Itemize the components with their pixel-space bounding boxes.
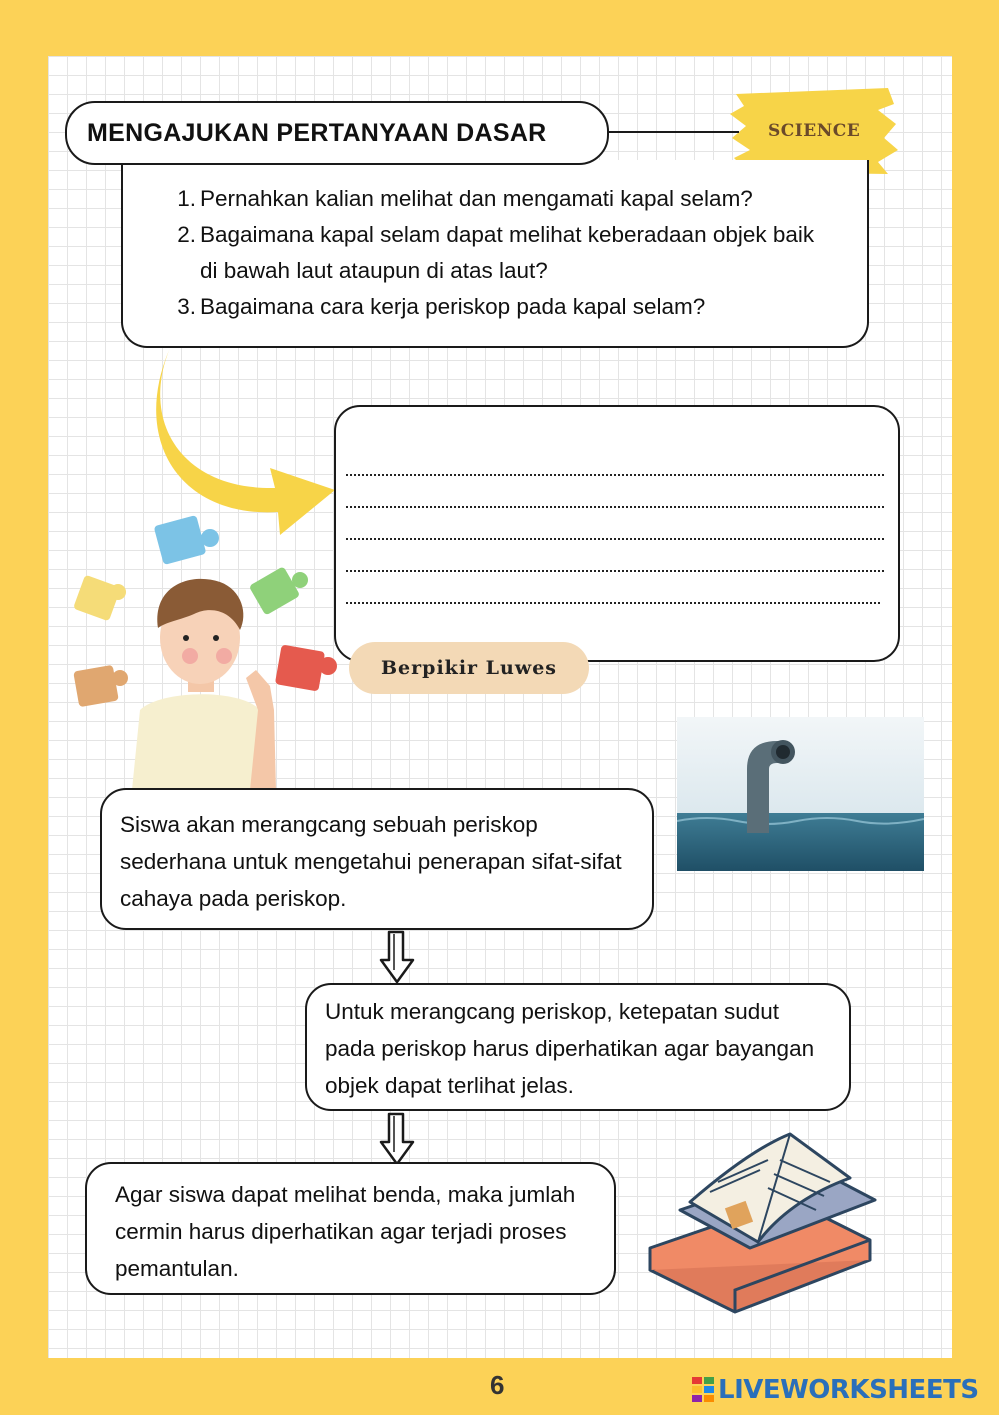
step-box-3 — [85, 1162, 616, 1295]
step-text: Untuk merangcang periskop, ketepatan sudut pada periskop harus diperhatikan agar bayangan objek dapat terlihat jelas. — [325, 999, 815, 1098]
question-item — [170, 289, 860, 325]
puzzle-piece-icon — [249, 566, 308, 615]
puzzle-piece-icon — [275, 644, 337, 691]
question-number: 3. — [177, 294, 196, 319]
brand-logo — [692, 1375, 979, 1405]
answer-line[interactable] — [346, 602, 880, 604]
thinking-tag: Berpikir Luwes — [349, 642, 589, 694]
question-text: Bagaimana cara kerja periskop pada kapal selam? — [200, 294, 706, 319]
title-connector-line — [609, 131, 739, 133]
question-item — [170, 181, 860, 217]
question-number: 2. — [177, 222, 196, 247]
answer-line[interactable] — [346, 506, 884, 508]
page-title — [65, 101, 609, 165]
question-item — [170, 217, 860, 289]
down-arrow-icon — [377, 930, 417, 984]
down-arrow-icon — [377, 1112, 417, 1166]
brand-blocks-icon — [692, 1377, 714, 1403]
step-text: Siswa akan merangcang sebuah periskop sederhana untuk mengetahui penerapan sifat-sifat cahaya pada periskop. — [120, 812, 622, 911]
puzzle-piece-icon — [73, 665, 128, 707]
step-text: Agar siswa dapat melihat benda, maka jumlah cermin harus diperhatikan agar terjadi proses pemantulan. — [115, 1182, 576, 1281]
books-illustration — [640, 1130, 880, 1315]
brand-text: LIVEWORKSHEETS — [718, 1375, 979, 1405]
page-number: 6 — [490, 1370, 505, 1400]
puzzle-piece-icon — [73, 575, 126, 622]
puzzle-piece-icon — [154, 515, 219, 565]
question-list — [170, 181, 860, 325]
question-number: 1. — [177, 186, 196, 211]
question-text: Pernahkan kalian melihat dan mengamati kapal selam? — [200, 186, 753, 211]
periscope-photo — [677, 717, 924, 871]
question-text: Bagaimana kapal selam dapat melihat keberadaan objek baik di bawah laut ataupun di atas laut? — [200, 222, 815, 283]
answer-line[interactable] — [346, 570, 884, 572]
step-box-2 — [305, 983, 851, 1111]
thinking-boy-illustration — [70, 510, 350, 790]
answer-box[interactable] — [334, 405, 900, 662]
answer-line[interactable] — [346, 538, 884, 540]
answer-line[interactable] — [346, 474, 884, 476]
page-title-text: MENGAJUKAN PERTANYAAN DASAR — [87, 118, 547, 147]
step-box-1 — [100, 788, 654, 930]
science-tag: SCIENCE — [768, 121, 861, 141]
